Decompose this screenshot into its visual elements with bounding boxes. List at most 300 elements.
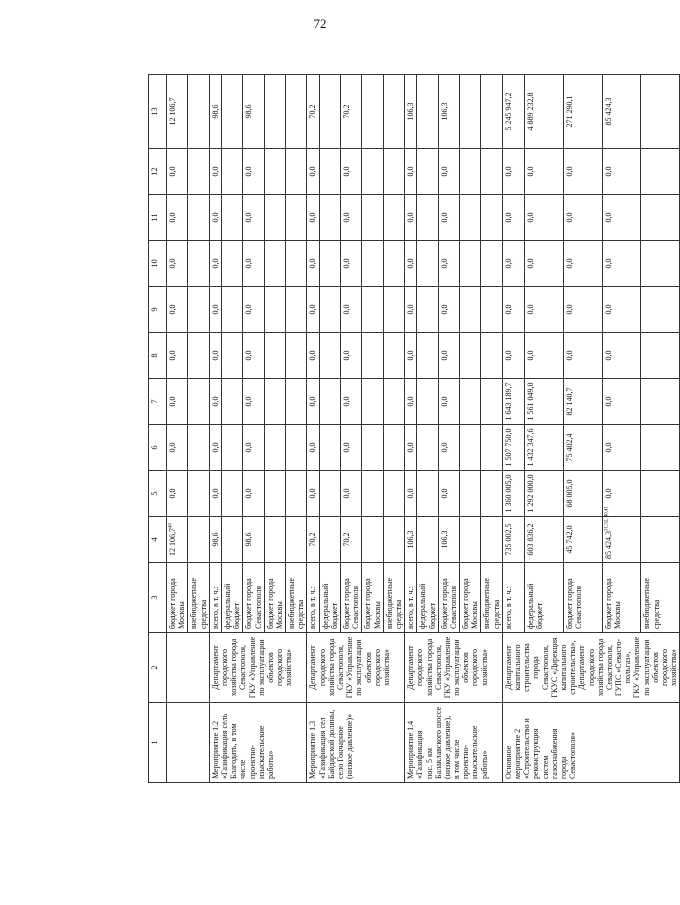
page-number: 72	[313, 16, 327, 31]
responsible-executor-line: строительства»,	[568, 640, 578, 695]
value-cell	[167, 333, 188, 379]
value-text: 0,0	[308, 350, 318, 361]
value-cell	[209, 517, 221, 563]
value-cell	[460, 241, 481, 287]
responsible-executor-line: по эксплуатации	[641, 639, 651, 696]
value-text: 68 005,0	[564, 479, 574, 508]
value-cell	[405, 517, 417, 563]
funding-source-line: федеральный бюджет	[320, 583, 339, 629]
responsible-executor-line: городского	[317, 648, 327, 687]
responsible-executor-cell	[405, 633, 503, 703]
responsible-executor-line: польгаз»,	[623, 651, 633, 684]
value-cell	[641, 379, 680, 425]
value-text: 0,0	[342, 442, 351, 453]
value-text: 0,0	[525, 304, 535, 315]
activity-name-line: мероприятие 2	[513, 728, 522, 779]
value-cell	[167, 241, 188, 287]
value-cell	[221, 425, 242, 471]
funding-source-line: внебюджетные	[384, 578, 394, 629]
value-text: 0,0	[603, 350, 613, 361]
responsible-executor-line: хозяйства города	[326, 638, 336, 697]
value-cell	[188, 149, 209, 195]
value-cell	[405, 195, 417, 241]
value-text: 0,0	[439, 350, 449, 361]
value-cell	[438, 149, 459, 195]
value-cell	[438, 425, 459, 471]
value-cell	[362, 75, 383, 149]
value-text: 12 106,7	[168, 97, 177, 126]
value-cell	[188, 75, 209, 149]
value-text: 98,6	[244, 104, 254, 119]
funding-source-cell	[264, 563, 285, 633]
value-cell	[209, 379, 221, 425]
value-cell	[264, 75, 285, 149]
responsible-executor-line: Департамент	[503, 645, 513, 690]
funding-source-cell	[502, 563, 524, 633]
value-cell	[286, 333, 307, 379]
responsible-executor-cell	[502, 633, 680, 703]
value-text: 0,0	[210, 350, 220, 361]
value-text: 0,0	[342, 304, 351, 315]
value-text: 0,0	[168, 212, 177, 223]
value-text: 98,6	[210, 532, 220, 547]
value-text: 1 643 189,7	[503, 382, 513, 421]
value-cell	[460, 149, 481, 195]
value-cell	[341, 517, 362, 563]
value-text: 0,0	[406, 442, 416, 453]
value-text: 0,0	[564, 166, 574, 177]
activity-name-line: «Строительство и	[522, 718, 532, 779]
value-cell	[188, 195, 209, 241]
value-cell	[481, 517, 502, 563]
value-cell	[481, 195, 502, 241]
value-cell	[286, 379, 307, 425]
funding-source-line: всего, в т. ч.:	[308, 586, 318, 629]
value-text: 106,3	[406, 102, 416, 121]
value-text: 0,0	[564, 258, 574, 269]
value-cell	[362, 241, 383, 287]
table-row	[167, 75, 188, 783]
value-text: 0,0	[168, 258, 177, 269]
value-cell	[319, 241, 340, 287]
value-cell	[438, 379, 459, 425]
value-cell	[319, 379, 340, 425]
funding-source-cell	[319, 563, 340, 633]
value-cell	[524, 195, 563, 241]
value-text: 0,0	[406, 304, 416, 315]
value-cell	[341, 241, 362, 287]
value-cell	[481, 287, 502, 333]
value-cell	[563, 241, 602, 287]
funding-source-cell	[524, 563, 563, 633]
value-cell	[481, 75, 502, 149]
value-cell	[502, 149, 524, 195]
value-cell	[341, 471, 362, 517]
value-cell	[417, 241, 438, 287]
funding-source-cell	[307, 563, 319, 633]
value-cell	[319, 75, 340, 149]
value-cell	[362, 333, 383, 379]
value-cell	[602, 195, 641, 241]
budget-table	[148, 74, 680, 783]
value-cell	[221, 517, 242, 563]
value-text: 0,0	[603, 166, 613, 177]
value-cell	[524, 287, 563, 333]
value-text: 0,0	[503, 304, 513, 315]
value-text: 12 106,7	[168, 528, 177, 556]
funding-source-cell	[438, 563, 459, 633]
value-cell	[502, 241, 524, 287]
activity-name-line: Мероприятие 1.3	[308, 720, 318, 779]
value-text: 1 292 000,0	[525, 474, 535, 513]
value-cell	[563, 379, 602, 425]
value-cell	[563, 75, 602, 149]
value-text: 271 290,1	[564, 95, 574, 128]
header-cell: 2	[149, 633, 167, 703]
activity-name-cell	[502, 703, 680, 783]
activity-name-line: Севастополя»	[568, 732, 578, 779]
value-cell	[341, 75, 362, 149]
value-cell	[362, 471, 383, 517]
value-text: 5 245 947,2	[503, 92, 513, 131]
value-cell	[405, 75, 417, 149]
activity-name-line: село Гончарное	[336, 726, 345, 779]
header-cell: 1	[149, 703, 167, 783]
responsible-executor-line: города	[531, 656, 541, 679]
funding-source-line: федеральный бюджет	[525, 583, 545, 629]
funding-source-line: бюджет города	[439, 578, 449, 629]
value-text: 0,0	[406, 396, 416, 407]
value-cell	[602, 379, 641, 425]
activity-name-line: Мероприятие 1.2	[210, 720, 220, 779]
value-cell	[362, 287, 383, 333]
responsible-executor-line: Севастополя,	[433, 645, 443, 690]
activity-name-line: Байдарской долины,	[326, 709, 336, 779]
responsible-executor-line: объектов городского	[363, 648, 382, 687]
value-text: 0,0	[308, 212, 318, 223]
value-text: 0,0	[244, 258, 254, 269]
rotated-table-container	[148, 79, 679, 783]
funding-source-cell	[221, 563, 242, 633]
value-text: 0,0	[210, 442, 220, 453]
value-cell	[286, 241, 307, 287]
value-cell	[481, 333, 502, 379]
value-cell	[460, 195, 481, 241]
footnote-ref: 40	[168, 523, 174, 528]
activity-name-line: Мероприятие 1.4	[406, 720, 416, 779]
funding-source-line: Москвы	[470, 601, 480, 629]
value-text: 0,0	[168, 166, 177, 177]
value-cell	[383, 333, 404, 379]
header-cell: 8	[149, 333, 167, 379]
value-text: 75 402,4	[564, 433, 574, 462]
value-cell	[460, 75, 481, 149]
value-cell	[188, 241, 209, 287]
value-cell	[563, 195, 602, 241]
value-text: 1 360 005,0	[503, 474, 513, 513]
value-cell	[221, 195, 242, 241]
funding-source-line: Москвы	[177, 601, 187, 629]
value-cell	[221, 471, 242, 517]
responsible-executor-line: хозяйства»	[669, 648, 679, 687]
header-cell: 5	[149, 471, 167, 517]
value-text: 0,0	[168, 350, 177, 361]
responsible-executor-line: ГКУ «Управление	[345, 636, 355, 699]
value-cell	[417, 287, 438, 333]
value-cell	[641, 517, 680, 563]
value-cell	[460, 379, 481, 425]
value-cell	[383, 471, 404, 517]
value-text: 0,0	[168, 488, 177, 499]
header-cell: 9	[149, 287, 167, 333]
value-cell	[209, 75, 221, 149]
value-text: 0,0	[439, 442, 449, 453]
value-text: 0,0	[342, 488, 351, 499]
funding-source-line: бюджет города	[363, 578, 373, 629]
value-text: 0,0	[525, 350, 535, 361]
value-cell	[481, 241, 502, 287]
value-cell	[243, 195, 264, 241]
responsible-executor-line: Севастополя,	[336, 645, 345, 690]
value-cell	[563, 149, 602, 195]
funding-source-line: средства	[296, 599, 306, 629]
value-cell	[243, 75, 264, 149]
funding-source-line: Москвы	[274, 601, 284, 629]
responsible-executor-line: хозяйства города	[595, 638, 605, 697]
funding-source-line: Москвы	[372, 601, 382, 629]
activity-name-line: «Газификация сел	[317, 717, 327, 779]
responsible-executor-line: по эксплуатации	[354, 639, 364, 696]
value-cell	[307, 195, 319, 241]
value-cell	[167, 195, 188, 241]
value-cell	[341, 425, 362, 471]
value-cell	[417, 379, 438, 425]
responsible-executor-cell	[167, 633, 210, 703]
responsible-executor-line: капитального	[558, 644, 568, 691]
value-cell	[362, 195, 383, 241]
funding-source-cell	[641, 563, 680, 633]
funding-source-cell	[341, 563, 362, 633]
value-cell	[524, 75, 563, 149]
value-text: 0,0	[603, 488, 613, 499]
funding-source-line: бюджет города	[461, 578, 471, 629]
value-cell	[438, 287, 459, 333]
value-text: 4 889 232,8	[525, 92, 535, 131]
funding-source-cell	[563, 563, 602, 633]
value-text: 70,2	[342, 104, 351, 119]
value-cell	[264, 425, 285, 471]
value-cell	[502, 425, 524, 471]
funding-source-line: Севастополя	[448, 586, 458, 629]
value-text: 82 140,7	[564, 387, 574, 416]
value-cell	[341, 379, 362, 425]
funding-source-line: Севастополя	[573, 586, 583, 629]
responsible-executor-line: городского	[415, 648, 425, 687]
value-text: 0,0	[503, 350, 513, 361]
value-cell	[188, 379, 209, 425]
value-cell	[502, 287, 524, 333]
table-row	[209, 75, 221, 783]
value-cell	[502, 471, 524, 517]
value-text: 70,2	[308, 532, 318, 547]
value-cell	[286, 471, 307, 517]
value-cell	[481, 471, 502, 517]
value-cell	[209, 241, 221, 287]
value-text: 603 836,2	[525, 523, 535, 556]
funding-source-cell	[209, 563, 221, 633]
activity-name-cell	[405, 703, 503, 783]
value-cell	[502, 333, 524, 379]
value-cell	[243, 471, 264, 517]
value-text: 0,0	[308, 396, 318, 407]
value-cell	[243, 333, 264, 379]
value-cell	[417, 471, 438, 517]
value-text: 98,6	[244, 532, 254, 547]
value-text: 0,0	[342, 166, 351, 177]
value-cell	[524, 241, 563, 287]
value-cell	[307, 287, 319, 333]
funding-source-line: всего, в т. ч.:	[406, 586, 416, 629]
value-cell	[438, 333, 459, 379]
value-cell	[167, 517, 188, 563]
responsible-executor-line: ГКУС «Дирекция	[549, 637, 559, 698]
funding-source-line: средства	[393, 599, 403, 629]
responsible-executor-line: хозяйства города	[424, 638, 434, 697]
funding-source-line: средства	[651, 599, 661, 629]
value-cell	[167, 471, 188, 517]
value-text: 0,0	[308, 442, 318, 453]
value-cell	[438, 241, 459, 287]
value-cell	[502, 517, 524, 563]
value-cell	[319, 333, 340, 379]
value-text: 735 002,5	[503, 523, 513, 556]
value-cell	[641, 287, 680, 333]
value-text: 0,0	[342, 396, 351, 407]
responsible-executor-line: Севастополя,	[540, 645, 550, 690]
funding-source-line: Севастополя	[253, 586, 263, 629]
value-text: 0,0	[308, 166, 318, 177]
value-cell	[383, 241, 404, 287]
value-cell	[209, 287, 221, 333]
value-cell	[188, 287, 209, 333]
value-cell	[243, 379, 264, 425]
value-cell	[188, 333, 209, 379]
value-cell	[405, 149, 417, 195]
activity-name-line: пос. 5 км	[424, 748, 434, 779]
header-cell: 6	[149, 425, 167, 471]
activity-name-line: изыскательские	[470, 725, 480, 779]
value-cell	[319, 471, 340, 517]
responsible-executor-line: хозяйства города	[229, 638, 239, 697]
value-text: 0,0	[244, 304, 254, 315]
value-text: 0,0	[210, 396, 220, 407]
value-cell	[641, 241, 680, 287]
value-cell	[524, 517, 563, 563]
responsible-executor-line: хозяйства»	[284, 648, 294, 687]
value-cell	[383, 379, 404, 425]
value-text: 0,0	[603, 396, 613, 407]
value-text: 0,0	[210, 258, 220, 269]
value-cell	[319, 149, 340, 195]
value-cell	[438, 517, 459, 563]
value-text: 0,0	[503, 166, 513, 177]
value-text: 0,0	[564, 212, 574, 223]
value-text: 0,0	[210, 488, 220, 499]
value-cell	[286, 287, 307, 333]
activity-name-line: работы»	[265, 750, 275, 779]
value-text: 0,0	[564, 350, 574, 361]
funding-source-line: Москвы	[612, 601, 622, 629]
value-cell	[221, 287, 242, 333]
value-cell	[438, 195, 459, 241]
value-cell	[405, 287, 417, 333]
value-text: 0,0	[406, 488, 416, 499]
value-cell	[209, 471, 221, 517]
value-text: 0,0	[168, 304, 177, 315]
value-text: 98,6	[210, 104, 220, 119]
funding-source-cell	[362, 563, 383, 633]
funding-source-cell	[481, 563, 502, 633]
responsible-executor-line: по эксплуатации	[452, 639, 462, 696]
value-cell	[307, 241, 319, 287]
value-cell	[221, 75, 242, 149]
activity-name-cell	[167, 703, 210, 783]
value-cell	[264, 149, 285, 195]
funding-source-line: бюджет города	[564, 578, 574, 629]
value-text: 0,0	[406, 350, 416, 361]
table-row	[502, 75, 524, 783]
value-text: 0,0	[244, 488, 254, 499]
responsible-executor-line: городского	[586, 648, 596, 687]
value-cell	[243, 517, 264, 563]
funding-source-line: бюджет города	[603, 578, 613, 629]
value-cell	[460, 471, 481, 517]
value-cell	[264, 379, 285, 425]
value-cell	[362, 379, 383, 425]
funding-source-line: бюджет города	[244, 578, 254, 629]
value-cell	[243, 425, 264, 471]
header-cell: 13	[149, 75, 167, 149]
responsible-executor-line: городского	[219, 648, 229, 687]
value-cell	[641, 195, 680, 241]
activity-name-line: газоснабжения города	[549, 728, 568, 779]
funding-source-cell	[167, 563, 188, 633]
value-cell	[438, 75, 459, 149]
value-cell	[383, 425, 404, 471]
funding-source-cell	[243, 563, 264, 633]
value-cell	[438, 471, 459, 517]
value-text: 0,0	[406, 212, 416, 223]
value-cell	[167, 149, 188, 195]
value-cell	[383, 195, 404, 241]
funding-source-line: бюджет города	[168, 578, 177, 629]
footnote-ref: 31,32, 40,41	[603, 506, 609, 531]
value-cell	[167, 287, 188, 333]
responsible-executor-line: по эксплуатации	[256, 639, 266, 696]
responsible-executor-line: капитального	[513, 644, 522, 691]
value-cell	[460, 333, 481, 379]
value-text: 0,0	[210, 212, 220, 223]
value-text: 85 424,3	[603, 531, 613, 559]
value-cell	[307, 425, 319, 471]
value-cell	[221, 333, 242, 379]
value-cell	[502, 75, 524, 149]
funding-source-line: внебюджетные	[482, 578, 492, 629]
value-text: 70,2	[342, 532, 351, 547]
value-cell	[341, 149, 362, 195]
value-text: 0,0	[168, 442, 177, 453]
value-cell	[319, 195, 340, 241]
